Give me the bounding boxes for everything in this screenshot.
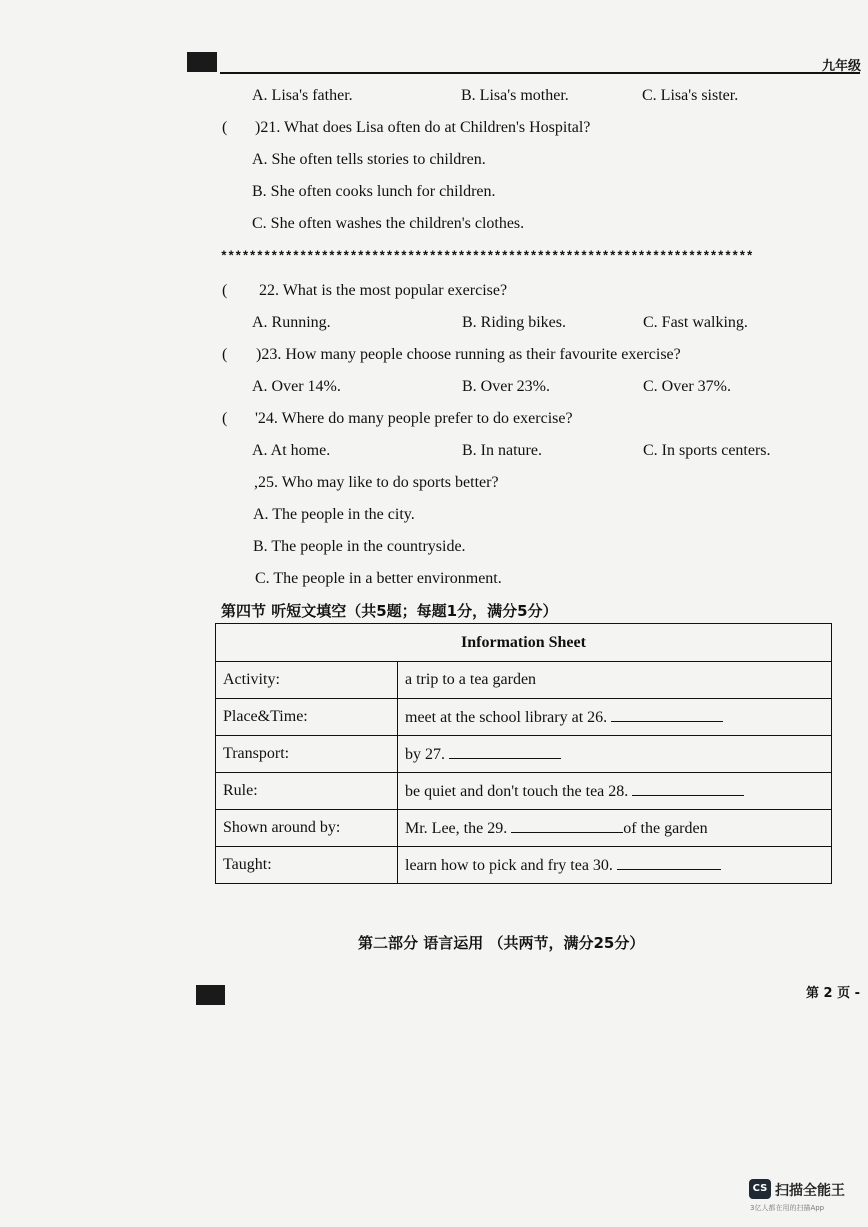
blank-27[interactable] [449, 744, 561, 759]
table-row [216, 662, 832, 699]
row-value-place-time [398, 699, 832, 736]
row-label-transport: Transport: [216, 736, 398, 773]
q23-answer-paren[interactable]: ( [222, 346, 228, 363]
q20-option-b: B. Lisa's mother. [461, 87, 569, 104]
table-row [216, 773, 832, 810]
information-sheet-table [215, 623, 832, 884]
row-value-text: a trip to a tea garden [405, 671, 537, 688]
q24-option-a: A. At home. [252, 442, 331, 459]
q20-option-c: C. Lisa's sister. [642, 87, 739, 104]
registration-mark-bottom [196, 985, 225, 1005]
blank-29[interactable] [511, 818, 623, 833]
q23-option-a: A. Over 14%. [252, 378, 341, 395]
q24-option-b: B. In nature. [462, 442, 542, 459]
q24-stem: '24. Where do many people prefer to do exercise? [255, 410, 573, 427]
q22-answer-paren[interactable]: ( [222, 282, 228, 299]
q20-option-a: A. Lisa's father. [252, 87, 353, 104]
q25-option-b: B. The people in the countryside. [253, 538, 466, 555]
q21-option-b: B. She often cooks lunch for children. [252, 183, 496, 200]
row-value-text: meet at the school library at 26. [405, 709, 608, 726]
section4-title: 第四节 听短文填空（共5题；每题1分，满分5分） [221, 602, 558, 620]
q23-option-c: C. Over 37%. [643, 378, 731, 395]
row-label-taught: Taught: [216, 847, 398, 884]
row-label-place-time: Place&Time: [216, 699, 398, 736]
table-row [216, 847, 832, 884]
scanner-tagline: 3亿人都在用的扫描App [750, 1204, 825, 1212]
row-value-rule [398, 773, 832, 810]
scanner-app-name: 扫描全能王 [775, 1183, 845, 1199]
row-value-text: learn how to pick and fry tea 30. [405, 857, 613, 874]
row-value-text: Mr. Lee, the 29. [405, 820, 508, 837]
blank-26[interactable] [611, 707, 723, 722]
q22-option-c: C. Fast walking. [643, 314, 748, 331]
row-value-text: by 27. [405, 746, 445, 763]
header-rule [220, 72, 860, 74]
q21-option-a: A. She often tells stories to children. [252, 151, 486, 168]
row-value-transport [398, 736, 832, 773]
table-row [216, 810, 832, 847]
registration-mark-top [187, 52, 217, 72]
blank-30[interactable] [617, 855, 721, 870]
scanner-logo-icon: CS [749, 1179, 771, 1199]
row-value-taught [398, 847, 832, 884]
row-label-activity: Activity: [216, 662, 398, 699]
information-sheet-title: Information Sheet [216, 624, 832, 662]
star-separator: ************************************************************************** [220, 249, 753, 264]
q21-answer-paren[interactable]: ( [222, 119, 228, 136]
q24-option-c: C. In sports centers. [643, 442, 771, 459]
row-value-text: be quiet and don't touch the tea 28. [405, 783, 629, 800]
page-number: 第 2 页 - [806, 986, 861, 1001]
table-row [216, 699, 832, 736]
q22-option-b: B. Riding bikes. [462, 314, 567, 331]
q24-answer-paren[interactable]: ( [222, 410, 228, 427]
part2-title: 第二部分 语言运用 （共两节，满分25分） [358, 934, 645, 952]
q23-option-b: B. Over 23%. [462, 378, 550, 395]
grade-label: 九年级 [822, 59, 862, 74]
q21-option-c: C. She often washes the children's clothes. [252, 215, 525, 232]
q25-option-a: A. The people in the city. [253, 506, 415, 523]
q23-stem: )23. How many people choose running as their favourite exercise? [256, 346, 681, 363]
table-row [216, 736, 832, 773]
row-value-activity [398, 662, 832, 699]
row-value-suffix: of the garden [623, 820, 708, 837]
row-value-shown-around-by [398, 810, 832, 847]
q22-option-a: A. Running. [252, 314, 331, 331]
q21-stem: )21. What does Lisa often do at Children's Hospital? [255, 119, 591, 136]
blank-28[interactable] [632, 781, 744, 796]
q25-option-c: C. The people in a better environment. [255, 570, 502, 587]
q25-stem: ,25. Who may like to do sports better? [254, 474, 499, 491]
row-label-rule: Rule: [216, 773, 398, 810]
q22-stem: 22. What is the most popular exercise? [259, 282, 508, 299]
row-label-shown-around-by: Shown around by: [216, 810, 398, 847]
